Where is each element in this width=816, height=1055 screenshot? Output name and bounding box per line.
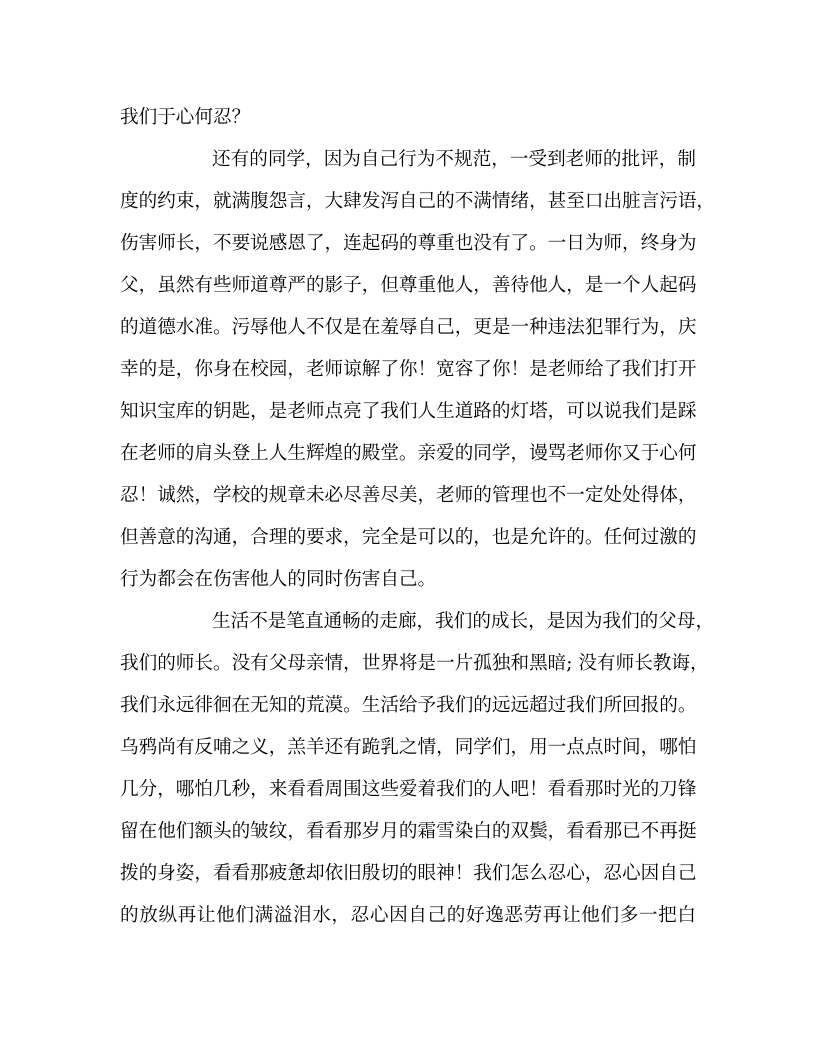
text-line-19: 拨的身姿，看看那疲惫却依旧殷切的眼神！我们怎么忍心，忍心因自己 xyxy=(120,863,697,884)
paragraph-start-line: 还有的同学，因为自己行为不规范，一受到老师的批评，制 xyxy=(212,149,696,170)
text-line-16: 乌鸦尚有反哺之义，羔羊还有跪乳之情，同学们，用一点点时间，哪怕 xyxy=(120,737,697,758)
text-line-15: 我们永远徘徊在无知的荒漠。生活给予我们的远远超过我们所回报的。 xyxy=(120,695,697,716)
text-line-12: 行为都会在伤害他人的同时伤害自己。 xyxy=(120,569,437,590)
text-line-17: 几分，哪怕几秒，来看看周围这些爱着我们的人吧！看看那时光的刀锋 xyxy=(120,779,697,800)
text-line-9: 在老师的肩头登上人生辉煌的殿堂。亲爱的同学，谩骂老师你又于心何 xyxy=(120,443,697,464)
text-line-8: 知识宝库的钥匙，是老师点亮了我们人生道路的灯塔，可以说我们是踩 xyxy=(120,401,697,422)
text-line-1: 我们于心何忍？ xyxy=(120,107,251,128)
text-line-3: 度的约束，就满腹怨言，大肆发泻自己的不满情绪，甚至口出脏言污语， xyxy=(120,191,716,212)
text-line-6: 的道德水准。污辱他人不仅是在羞辱自己，更是一种违法犯罪行为，庆 xyxy=(120,317,697,338)
paragraph-start-line: 生活不是笔直通畅的走廊，我们的成长，是因为我们的父母， xyxy=(212,611,715,632)
text-line-14: 我们的师长。没有父母亲情，世界将是一片孤独和黑暗; 没有师长教诲， xyxy=(120,653,709,674)
text-line-5: 父，虽然有些师道尊严的影子，但尊重他人，善待他人，是一个人起码 xyxy=(120,275,697,296)
text-line-20: 的放纵再让他们满溢泪水，忍心因自己的好逸恶劳再让他们多一把白 xyxy=(120,905,696,926)
text-line-10: 忍！诚然，学校的规章未必尽善尽美，老师的管理也不一定处处得体， xyxy=(120,485,697,506)
text-line-4: 伤害师长，不要说感恩了，连起码的尊重也没有了。一日为师，终身为 xyxy=(120,233,697,254)
text-line-7: 幸的是，你身在校园，老师谅解了你！宽容了你！是老师给了我们打开 xyxy=(120,359,697,380)
text-line-18: 留在他们额头的皱纹，看看那岁月的霜雪染白的双鬓，看看那已不再挺 xyxy=(120,821,697,842)
text-line-11: 但善意的沟通，合理的要求，完全是可以的，也是允许的。任何过激的 xyxy=(120,527,697,548)
